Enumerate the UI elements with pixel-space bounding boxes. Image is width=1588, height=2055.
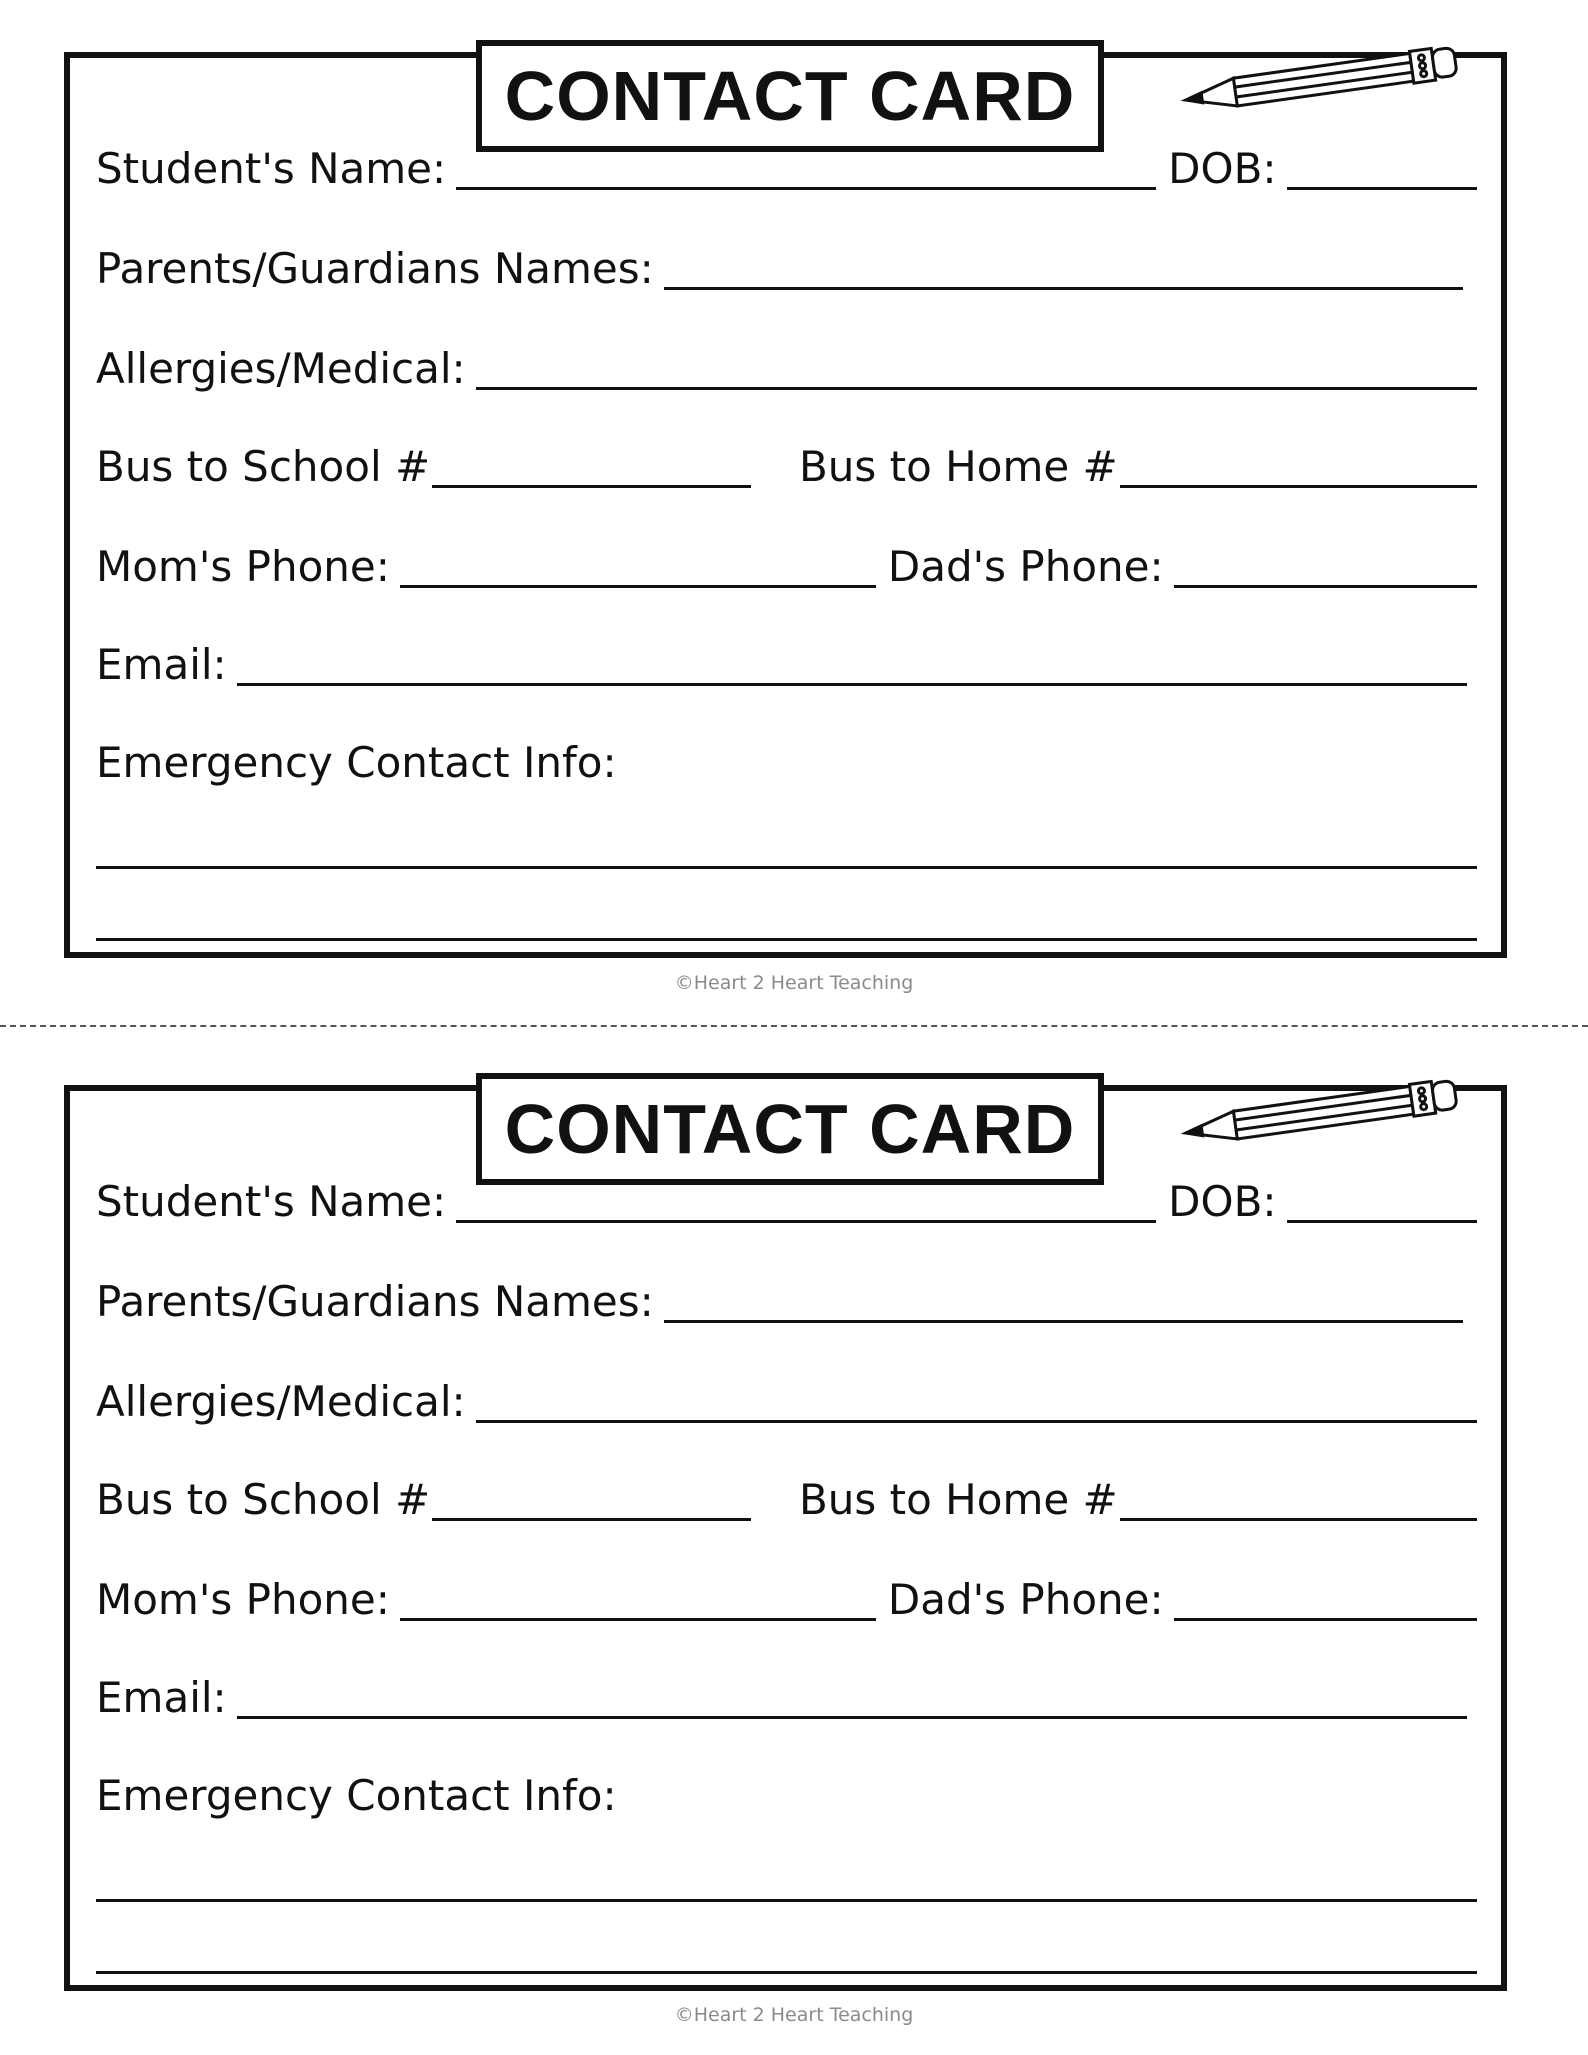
dob-field[interactable] bbox=[1287, 187, 1477, 190]
email-row bbox=[96, 634, 1477, 694]
parents-field[interactable] bbox=[664, 1320, 1463, 1323]
student-name-label: Student's Name: bbox=[96, 144, 447, 193]
allergies-label: Allergies/Medical: bbox=[96, 1377, 466, 1426]
dad-phone-label: Dad's Phone: bbox=[887, 1575, 1164, 1624]
dob-label: DOB: bbox=[1168, 1177, 1277, 1226]
contact-card-top bbox=[64, 52, 1507, 958]
allergies-field[interactable] bbox=[476, 387, 1477, 390]
emergency-line-1[interactable] bbox=[96, 1899, 1477, 1902]
contact-card-bottom bbox=[64, 1085, 1507, 1991]
pencil-icon bbox=[1176, 1069, 1466, 1149]
bus-row bbox=[96, 436, 1477, 496]
emergency-line-1[interactable] bbox=[96, 866, 1477, 869]
emergency-line-2[interactable] bbox=[96, 1971, 1477, 1974]
allergies-row bbox=[96, 338, 1477, 398]
emergency-label: Emergency Contact Info: bbox=[96, 738, 617, 787]
card-title: CONTACT CARD bbox=[504, 1090, 1076, 1168]
copyright-footer: ©Heart 2 Heart Teaching bbox=[674, 972, 914, 994]
dad-phone-label: Dad's Phone: bbox=[887, 542, 1164, 591]
mom-phone-label: Mom's Phone: bbox=[96, 1575, 390, 1624]
pencil-icon bbox=[1176, 36, 1466, 116]
bus-home-label: Bus to Home # bbox=[798, 442, 1118, 491]
card-title-box bbox=[476, 40, 1104, 152]
emergency-row bbox=[96, 732, 1477, 792]
cut-line-divider bbox=[0, 1025, 1588, 1027]
dob-label: DOB: bbox=[1168, 144, 1277, 193]
parents-field[interactable] bbox=[664, 287, 1463, 290]
emergency-row bbox=[96, 1765, 1477, 1825]
allergies-field[interactable] bbox=[476, 1420, 1477, 1423]
card-title-box bbox=[476, 1073, 1104, 1185]
phone-row bbox=[96, 1569, 1477, 1629]
student-name-row bbox=[96, 1171, 1477, 1231]
copyright-footer: ©Heart 2 Heart Teaching bbox=[674, 2004, 914, 2026]
mom-phone-label: Mom's Phone: bbox=[96, 542, 390, 591]
phone-row bbox=[96, 536, 1477, 596]
student-name-label: Student's Name: bbox=[96, 1177, 447, 1226]
email-field[interactable] bbox=[237, 683, 1467, 686]
emergency-line-2[interactable] bbox=[96, 938, 1477, 941]
bus-row bbox=[96, 1469, 1477, 1529]
bus-home-label: Bus to Home # bbox=[798, 1475, 1118, 1524]
dad-phone-field[interactable] bbox=[1174, 585, 1477, 588]
mom-phone-field[interactable] bbox=[400, 585, 876, 588]
parents-label: Parents/Guardians Names: bbox=[96, 1277, 654, 1326]
dob-field[interactable] bbox=[1287, 1220, 1477, 1223]
allergies-row bbox=[96, 1371, 1477, 1431]
bus-school-label: Bus to School # bbox=[96, 1475, 431, 1524]
parents-row bbox=[96, 238, 1477, 298]
bus-home-field[interactable] bbox=[1120, 1518, 1477, 1521]
student-name-row bbox=[96, 138, 1477, 198]
card-title: CONTACT CARD bbox=[504, 57, 1076, 135]
parents-row bbox=[96, 1271, 1477, 1331]
email-label: Email: bbox=[96, 640, 227, 689]
email-field[interactable] bbox=[237, 1716, 1467, 1719]
bus-school-field[interactable] bbox=[432, 1518, 751, 1521]
allergies-label: Allergies/Medical: bbox=[96, 344, 466, 393]
bus-school-field[interactable] bbox=[432, 485, 751, 488]
bus-home-field[interactable] bbox=[1120, 485, 1477, 488]
student-name-field[interactable] bbox=[456, 1220, 1156, 1223]
email-label: Email: bbox=[96, 1673, 227, 1722]
parents-label: Parents/Guardians Names: bbox=[96, 244, 654, 293]
mom-phone-field[interactable] bbox=[400, 1618, 876, 1621]
bus-school-label: Bus to School # bbox=[96, 442, 431, 491]
student-name-field[interactable] bbox=[456, 187, 1156, 190]
emergency-label: Emergency Contact Info: bbox=[96, 1771, 617, 1820]
email-row bbox=[96, 1667, 1477, 1727]
dad-phone-field[interactable] bbox=[1174, 1618, 1477, 1621]
